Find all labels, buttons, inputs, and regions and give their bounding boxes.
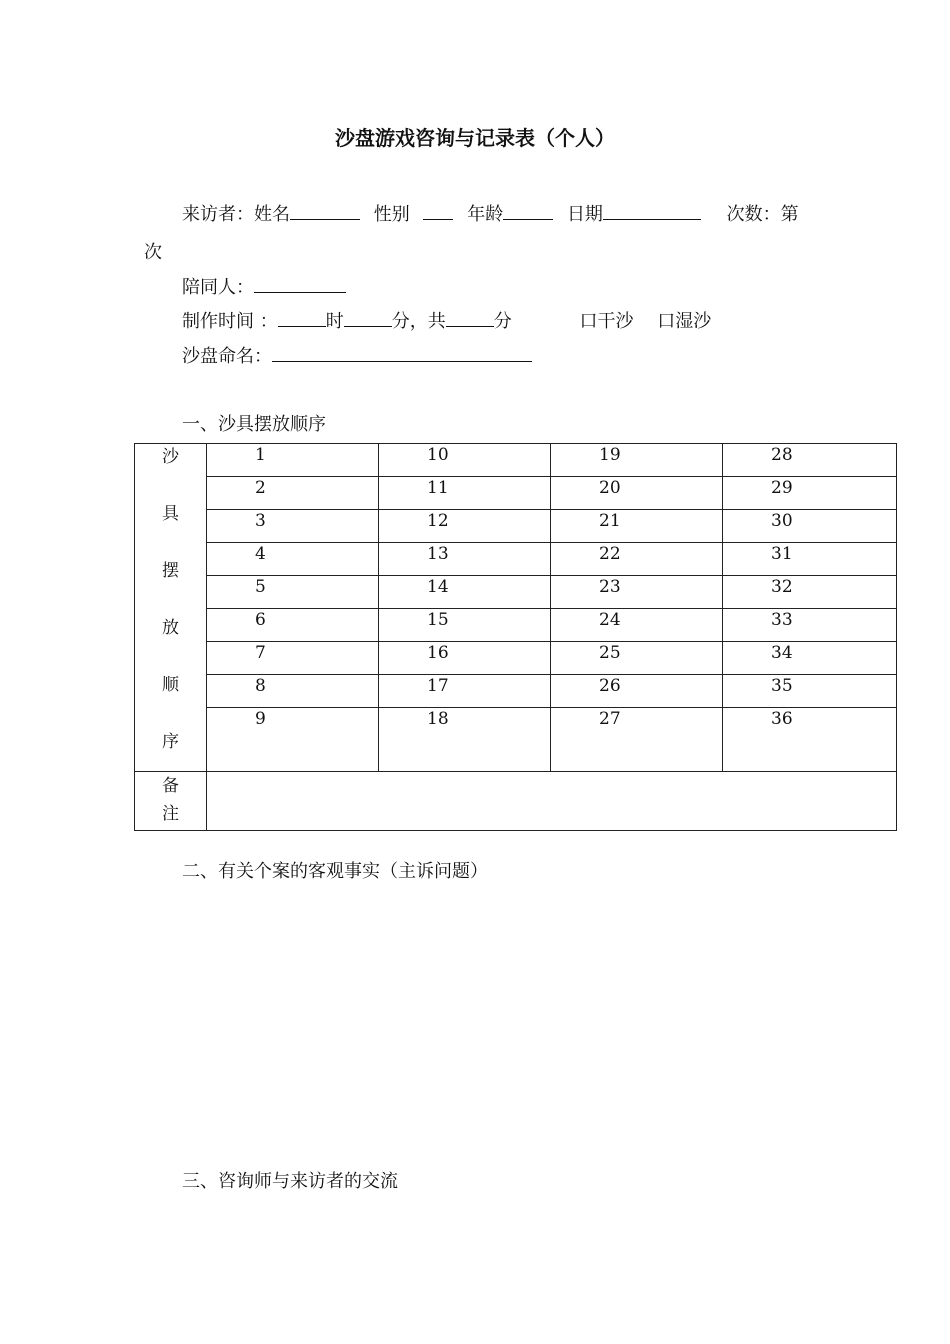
order-cell[interactable]: 21 <box>551 510 723 543</box>
order-cell[interactable]: 30 <box>723 510 897 543</box>
order-cell[interactable]: 9 <box>207 708 379 772</box>
order-cell[interactable]: 27 <box>551 708 723 772</box>
side-label-char: 具 <box>162 504 179 524</box>
side-label-cell <box>135 444 207 772</box>
section-3-heading: 三、咨询师与来访者的交流 <box>182 1171 398 1192</box>
date-field[interactable] <box>603 201 701 220</box>
tray-name-label: 沙盘命名： <box>182 346 272 367</box>
order-cell[interactable]: 10 <box>379 444 551 477</box>
order-cell[interactable]: 34 <box>723 642 897 675</box>
table-row <box>135 675 897 708</box>
hour-label: 时 <box>325 311 344 332</box>
tray-name-field[interactable] <box>272 343 532 362</box>
minute-field[interactable] <box>344 308 392 327</box>
notes-label-char: 注 <box>162 804 179 824</box>
companion-field[interactable] <box>254 274 346 293</box>
order-cell[interactable]: 7 <box>207 642 379 675</box>
notes-label-char: 备 <box>162 776 179 796</box>
order-cell[interactable]: 20 <box>551 477 723 510</box>
order-cell[interactable]: 4 <box>207 543 379 576</box>
minute-label: 分，共 <box>391 311 446 332</box>
age-field[interactable] <box>503 201 553 220</box>
visitor-label: 来访者： <box>182 204 254 225</box>
notes-field[interactable] <box>207 772 897 831</box>
order-cell[interactable]: 8 <box>207 675 379 708</box>
table-row <box>135 708 897 772</box>
total-label: 分 <box>493 311 512 332</box>
order-cell[interactable]: 15 <box>379 609 551 642</box>
order-cell[interactable]: 36 <box>723 708 897 772</box>
companion-line <box>182 273 346 299</box>
time-line <box>182 307 711 333</box>
table-row <box>135 576 897 609</box>
order-cell[interactable]: 28 <box>723 444 897 477</box>
notes-label-cell <box>135 772 207 831</box>
side-label-char: 放 <box>162 618 179 638</box>
side-label-char: 顺 <box>162 675 179 695</box>
order-cell[interactable]: 6 <box>207 609 379 642</box>
gender-field[interactable] <box>423 201 453 220</box>
gender-label: 性别 <box>373 204 410 225</box>
table-row-notes <box>135 772 897 831</box>
order-cell[interactable]: 19 <box>551 444 723 477</box>
hour-field[interactable] <box>278 308 326 327</box>
section-1-heading: 一、沙具摆放顺序 <box>182 414 326 435</box>
order-cell[interactable]: 29 <box>723 477 897 510</box>
side-label-char: 序 <box>162 732 179 752</box>
order-cell[interactable]: 13 <box>379 543 551 576</box>
side-label-char: 摆 <box>162 561 179 581</box>
companion-label: 陪同人： <box>182 277 254 298</box>
order-cell[interactable]: 25 <box>551 642 723 675</box>
wet-sand-option[interactable]: 口湿沙 <box>657 311 712 332</box>
table-row <box>135 477 897 510</box>
count-label: 次数：第 <box>726 204 799 225</box>
placement-order-table <box>134 443 897 831</box>
table-row <box>135 609 897 642</box>
dry-sand-option[interactable]: 口干沙 <box>579 311 634 332</box>
order-cell[interactable]: 22 <box>551 543 723 576</box>
order-cell[interactable]: 5 <box>207 576 379 609</box>
section-2-heading: 二、有关个案的客观事实（主诉问题） <box>182 861 488 882</box>
visitor-line <box>182 200 799 226</box>
order-cell[interactable]: 26 <box>551 675 723 708</box>
order-cell[interactable]: 31 <box>723 543 897 576</box>
time-label: 制作时间 ： <box>182 311 278 332</box>
page-title: 沙盘游戏咨询与记录表（个人） <box>335 126 615 150</box>
order-cell[interactable]: 14 <box>379 576 551 609</box>
count-end-label: 次 <box>144 242 162 263</box>
order-cell[interactable]: 33 <box>723 609 897 642</box>
order-cell[interactable]: 12 <box>379 510 551 543</box>
order-cell[interactable]: 16 <box>379 642 551 675</box>
order-cell[interactable]: 1 <box>207 444 379 477</box>
name-label: 姓名 <box>254 204 290 225</box>
order-cell[interactable]: 18 <box>379 708 551 772</box>
side-label-char: 沙 <box>162 447 179 467</box>
order-cell[interactable]: 17 <box>379 675 551 708</box>
table-row <box>135 444 897 477</box>
order-cell[interactable]: 2 <box>207 477 379 510</box>
name-field[interactable] <box>290 201 360 220</box>
order-cell[interactable]: 23 <box>551 576 723 609</box>
table-row <box>135 543 897 576</box>
tray-name-line <box>182 342 532 368</box>
age-label: 年龄 <box>467 204 504 225</box>
table-row <box>135 642 897 675</box>
order-cell[interactable]: 32 <box>723 576 897 609</box>
order-cell[interactable]: 35 <box>723 675 897 708</box>
order-cell[interactable]: 11 <box>379 477 551 510</box>
order-cell[interactable]: 24 <box>551 609 723 642</box>
order-cell[interactable]: 3 <box>207 510 379 543</box>
table-row <box>135 510 897 543</box>
total-field[interactable] <box>446 308 494 327</box>
date-label: 日期 <box>566 204 603 225</box>
